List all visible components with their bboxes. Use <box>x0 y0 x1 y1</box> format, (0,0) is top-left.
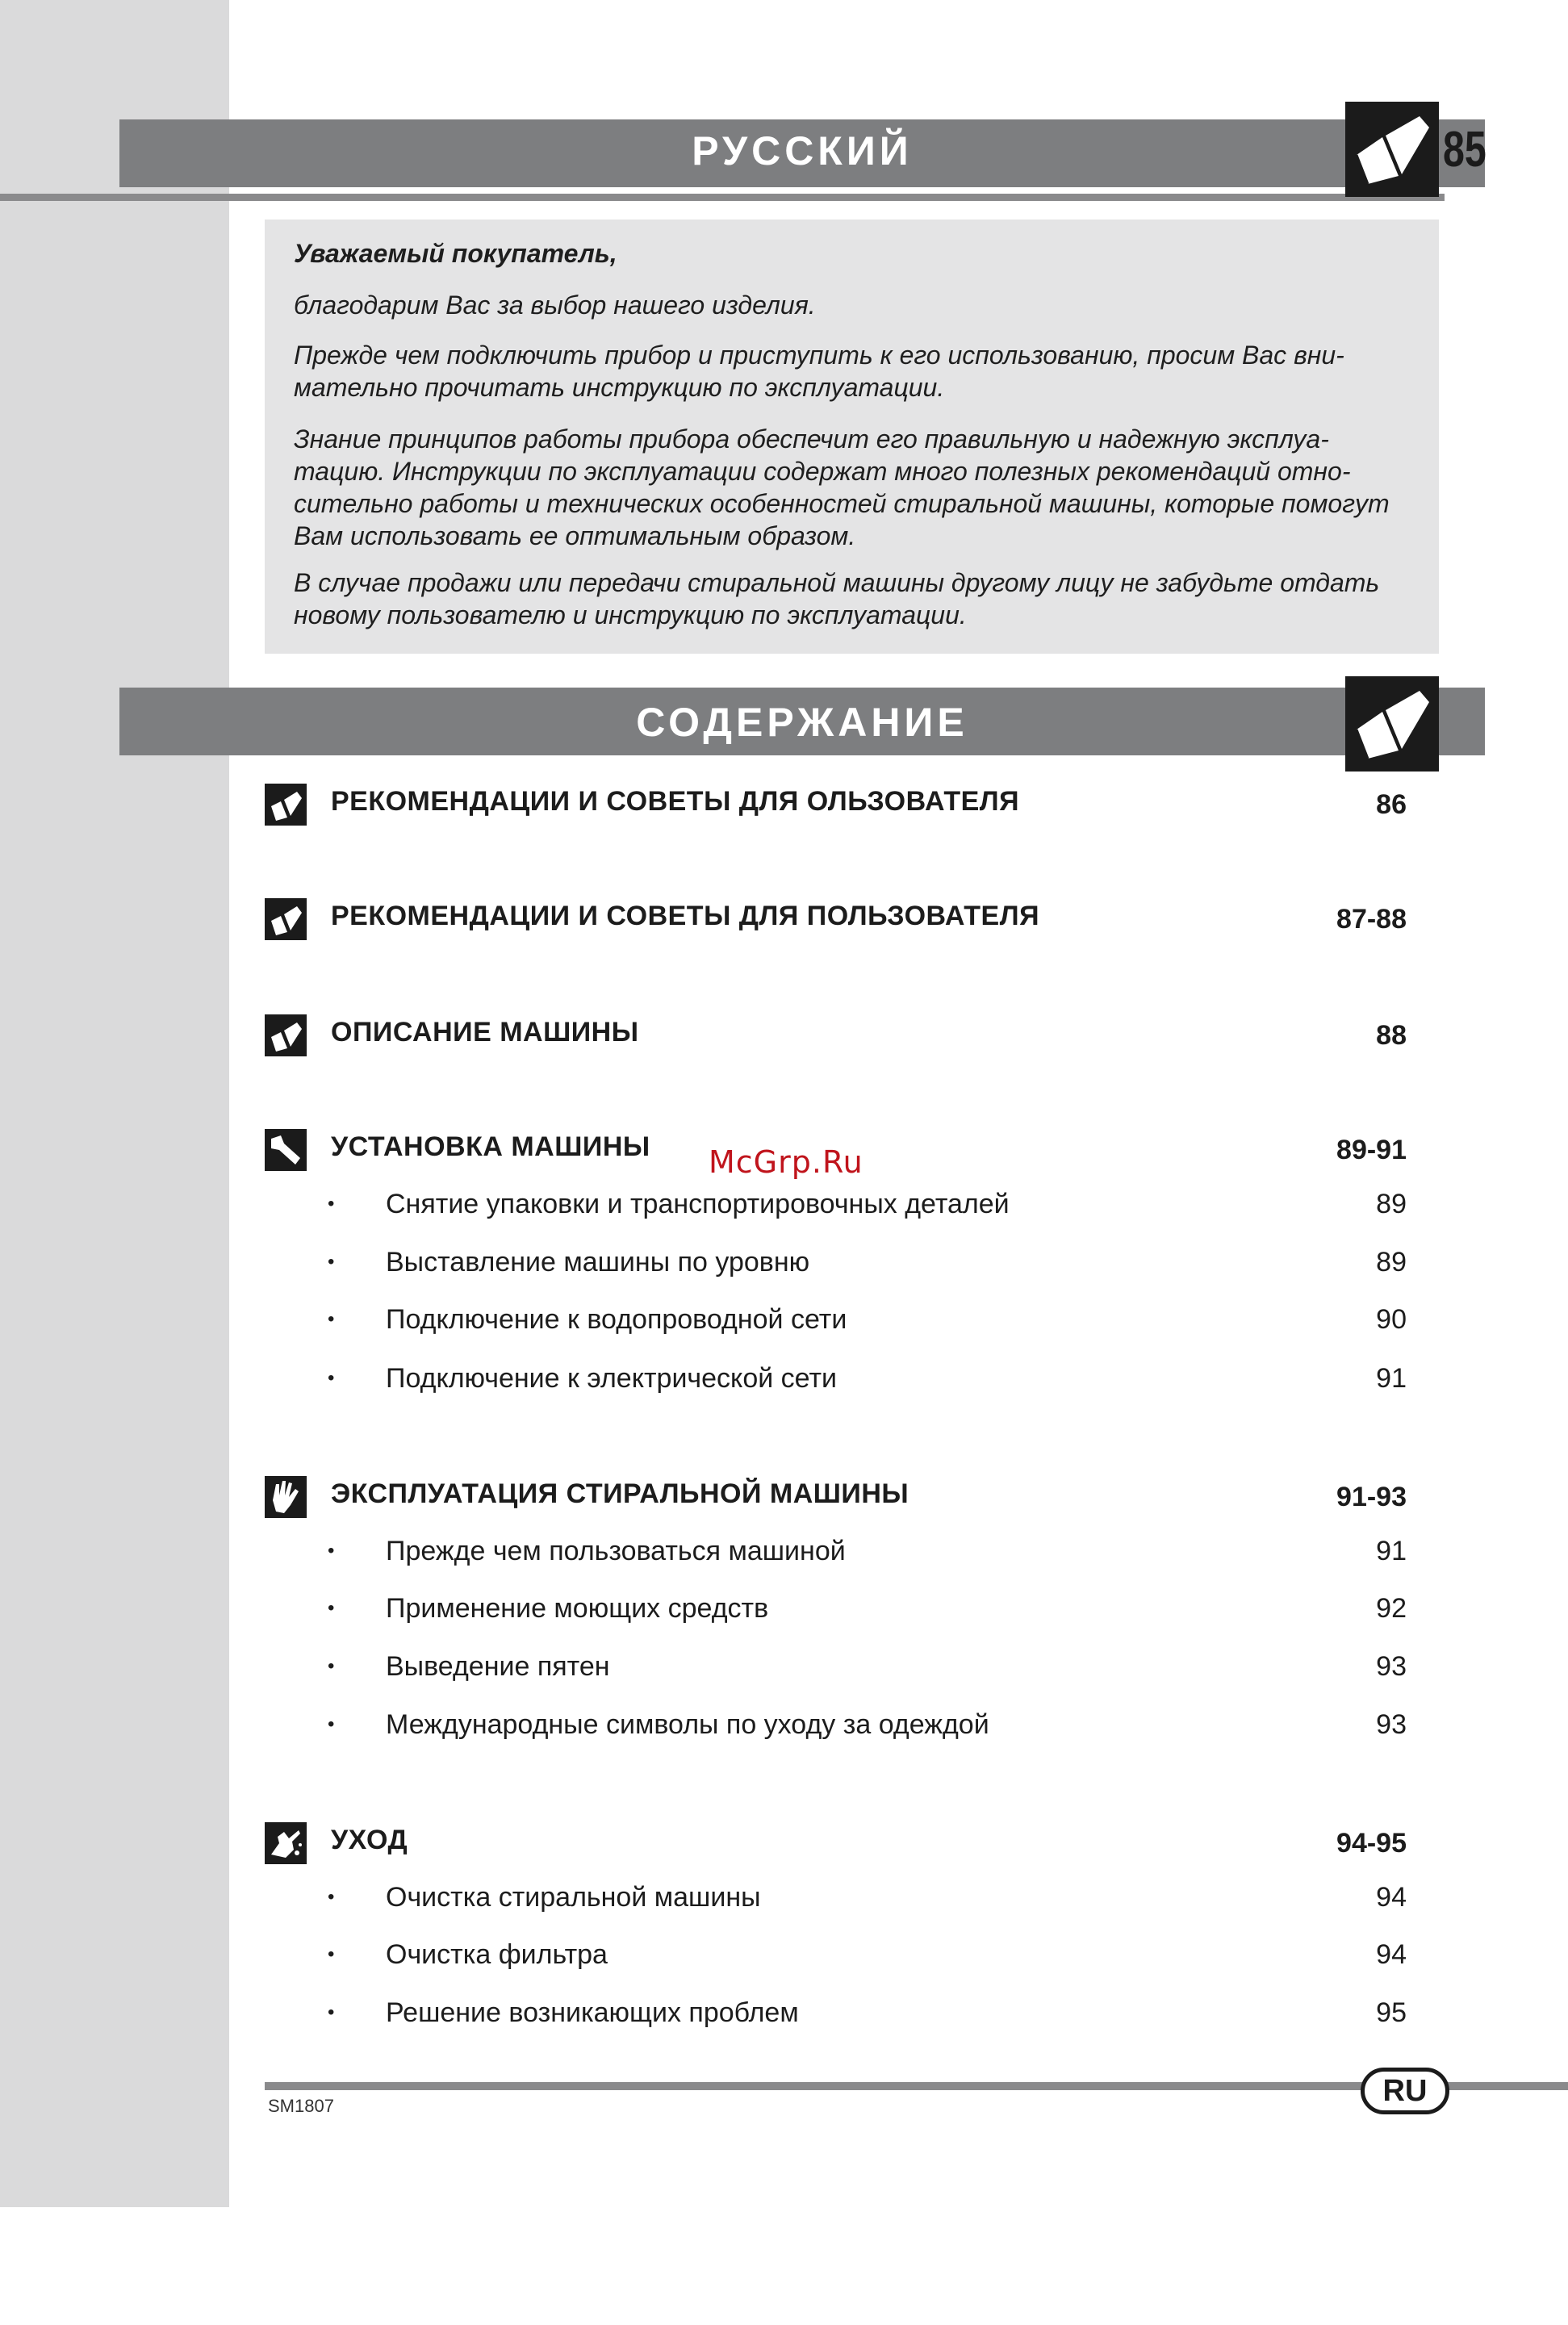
toc-item-title[interactable]: Выставление машины по уровню <box>386 1247 810 1277</box>
toc-item-title[interactable]: Применение моющих средств <box>386 1593 769 1624</box>
bullet: • <box>328 1886 335 1908</box>
toc-section-pages[interactable]: 86 <box>1376 789 1407 820</box>
toc-section-pages[interactable]: 94-95 <box>1336 1828 1407 1859</box>
toc-item-title[interactable]: Международные символы по уходу за одеждой <box>386 1709 989 1740</box>
book-icon <box>265 898 307 940</box>
care-icon <box>265 1822 307 1864</box>
wrench-icon <box>265 1129 307 1171</box>
intro-box <box>265 220 1439 654</box>
bullet: • <box>328 1367 335 1389</box>
toc-section-title[interactable]: ЭКСПЛУАТАЦИЯ СТИРАЛЬНОЙ МАШИНЫ <box>331 1478 909 1509</box>
toc-item-page[interactable]: 91 <box>1376 1363 1407 1394</box>
header-underline <box>0 194 1445 201</box>
toc-item-page[interactable]: 92 <box>1376 1593 1407 1624</box>
left-margin-band <box>0 0 229 2207</box>
toc-section-title[interactable]: УХОД <box>331 1825 408 1855</box>
toc-item-title[interactable]: Снятие упаковки и транспортировочных деталей <box>386 1189 1010 1219</box>
toc-item-page[interactable]: 89 <box>1376 1189 1407 1219</box>
intro-paragraph: Прежде чем подключить прибор и приступить к его использованию, просим Вас вни-мательно прочитать инструкцию по эксплуатации. <box>294 341 1344 402</box>
book-icon <box>265 1014 307 1056</box>
bullet: • <box>328 1540 335 1562</box>
bullet: • <box>328 1597 335 1619</box>
bullet: • <box>328 1308 335 1330</box>
bullet: • <box>328 1251 335 1273</box>
book-icon <box>1345 102 1439 197</box>
intro-paragraph: благодарим Вас за выбор нашего изделия. <box>294 291 816 320</box>
toc-item-page[interactable]: 95 <box>1376 1997 1407 2028</box>
bullet: • <box>328 2001 335 2023</box>
bullet: • <box>328 1655 335 1677</box>
toc-item-title[interactable]: Подключение к водопроводной сети <box>386 1304 847 1335</box>
toc-item-page[interactable]: 94 <box>1376 1882 1407 1913</box>
toc-item-page[interactable]: 91 <box>1376 1536 1407 1566</box>
toc-item-title[interactable]: Очистка фильтра <box>386 1939 608 1970</box>
bullet: • <box>328 1713 335 1735</box>
intro-paragraph: Знание принципов работы прибора обеспечит его правильную и надежную эксплуа-тацию. Инструкции по эксплуатации содержат много полезных рекомендаций отно-сительно работы и технических особенностей стиральной машины, которые помогут Вам использовать ее оптимальным образом. <box>294 424 1390 550</box>
toc-item-page[interactable]: 93 <box>1376 1651 1407 1682</box>
document-code: SM1807 <box>268 2096 334 2116</box>
bullet: • <box>328 1193 335 1215</box>
toc-item-page[interactable]: 90 <box>1376 1304 1407 1335</box>
toc-item-title[interactable]: Подключение к электрической сети <box>386 1363 838 1394</box>
toc-item-title[interactable]: Решение возникающих проблем <box>386 1997 799 2028</box>
toc-item-title[interactable]: Очистка стиральной машины <box>386 1882 761 1913</box>
toc-section-pages[interactable]: 88 <box>1376 1020 1407 1051</box>
toc-item-page[interactable]: 93 <box>1376 1709 1407 1740</box>
watermark: McGrp.Ru <box>709 1144 863 1180</box>
intro-paragraph: В случае продажи или передачи стиральной машины другому лицу не забудьте отдать новому пользователю и инструкцию по эксплуатации. <box>294 568 1380 629</box>
language-badge: RU <box>1361 2068 1449 2114</box>
toc-item-title[interactable]: Выведение пятен <box>386 1651 610 1682</box>
toc-section-title[interactable]: ОПИСАНИЕ МАШИНЫ <box>331 1017 639 1048</box>
toc-section-pages[interactable]: 87-88 <box>1336 904 1407 935</box>
toc-item-page[interactable]: 89 <box>1376 1247 1407 1277</box>
toc-item-title[interactable]: Прежде чем пользоваться машиной <box>386 1536 846 1566</box>
toc-section-pages[interactable]: 91-93 <box>1336 1482 1407 1512</box>
book-icon <box>1345 676 1439 772</box>
toc-item-page[interactable]: 94 <box>1376 1939 1407 1970</box>
bullet: • <box>328 1943 335 1965</box>
language-title: РУССКИЙ <box>692 128 913 174</box>
page-number: 85 <box>1443 122 1486 178</box>
toc-section-title[interactable]: РЕКОМЕНДАЦИИ И СОВЕТЫ ДЛЯ ОЛЬЗОВАТЕЛЯ <box>331 786 1020 817</box>
toc-section-pages[interactable]: 89-91 <box>1336 1135 1407 1165</box>
intro-greeting: Уважаемый покупатель, <box>294 239 617 268</box>
toc-section-title[interactable]: УСТАНОВКА МАШИНЫ <box>331 1131 650 1162</box>
contents-title: СОДЕРЖАНИЕ <box>636 700 968 745</box>
book-icon <box>265 784 307 826</box>
toc-section-title[interactable]: РЕКОМЕНДАЦИИ И СОВЕТЫ ДЛЯ ПОЛЬЗОВАТЕЛЯ <box>331 901 1040 931</box>
hand-icon <box>265 1476 307 1518</box>
